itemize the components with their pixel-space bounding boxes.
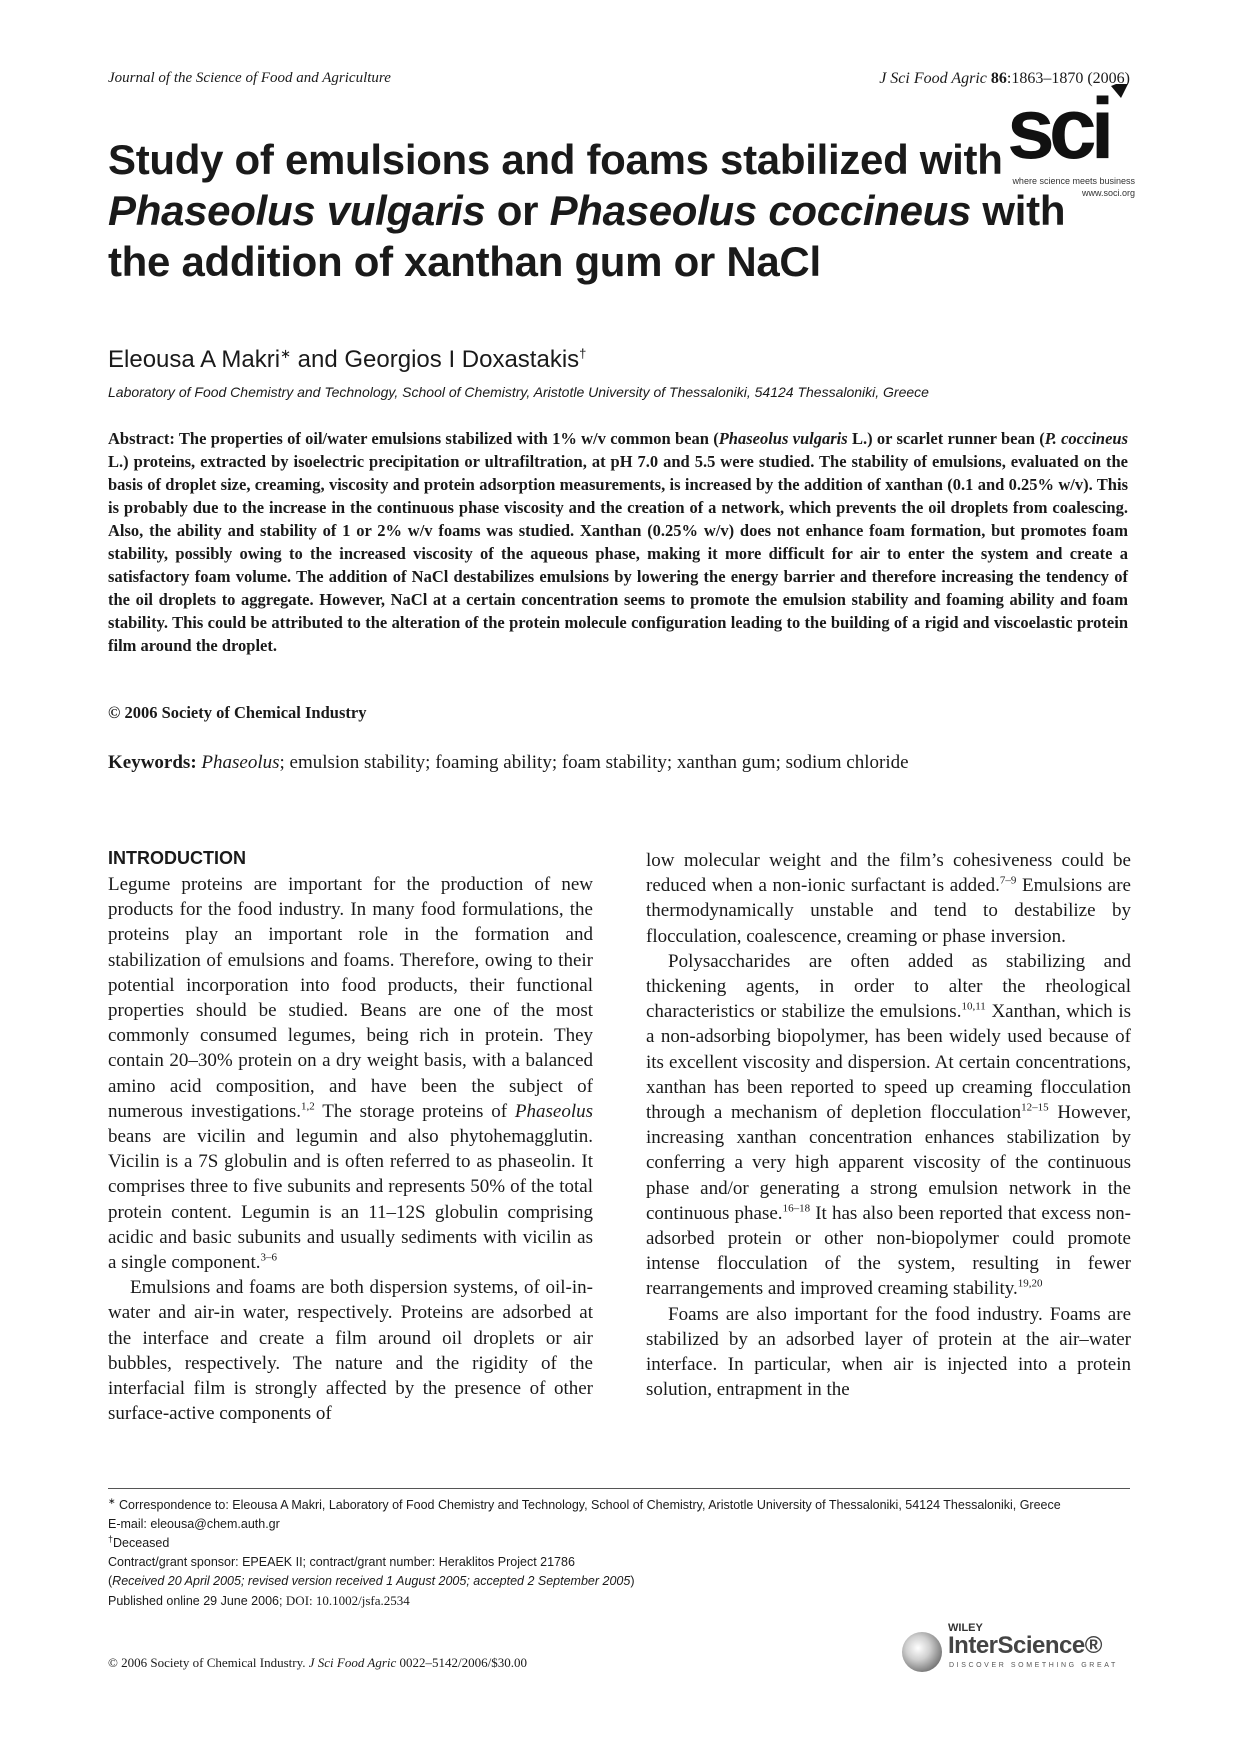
deceased-mark: † [579, 346, 587, 361]
reference-citation: 10,11 [961, 1000, 986, 1013]
abstract-species: Phaseolus vulgaris [718, 429, 848, 448]
keyword-genus: Phaseolus [201, 752, 280, 773]
author-name: Eleousa A Makri [108, 346, 281, 373]
paragraph-text: Legume proteins are important for the production of new products for the food industry. In many food formulations, the proteins play an important role in the formation and stabilization of emulsions and foams. Therefore, owing to their potential incorporation into food products, their functional properties should be studied. Beans are one of the most commonly consumed legumes, being rich in protein. They contain 20–30% protein on a dry weight basis, with a balanced amino acid composition, and have been the subject of numerous investigations. [108, 874, 593, 1122]
paragraph-text: Xanthan, which is a non-adsorbing biopolymer, has been widely used because of its excellent viscosity and dispersion. At certain concentrations, xanthan has been reported to speed up creaming flocculation through a mechanism of depletion flocculation [646, 1001, 1131, 1124]
body-paragraph [108, 872, 593, 1275]
deceased-mark: † [108, 1533, 114, 1544]
paragraph-text: beans are vicilin and legumin and also phytohemagglutin. Vicilin is a 7S globulin and is often referred to as phaseolin. It comprises three to five subunits and represents 50% of the total protein content. Legumin is an 11–12S globulin comprising acidic and basic subunits and usually sediments with vicilin as a single component. [108, 1126, 593, 1274]
footnotes [108, 1496, 1130, 1611]
author-conjunction: and [291, 346, 345, 373]
footnote-divider [108, 1488, 1130, 1489]
abstract-text: Abstract: The properties of oil/water emulsions stabilized with 1% w/v common bean ( [108, 429, 719, 448]
body-paragraph [646, 848, 1131, 949]
keywords [108, 752, 909, 774]
paragraph-text: Polysaccharides are often added as stabilizing and thickening agents, in order to alter the rheological characteristics or stabilize the emulsions. [646, 950, 1131, 1023]
author-affiliation: Laboratory of Food Chemistry and Technology, School of Chemistry, Aristotle University of Thessaloniki, 54124 Thessaloniki, Greece [108, 384, 929, 400]
journal-name: Journal of the Science of Food and Agriculture [108, 70, 391, 86]
author-list [108, 346, 586, 374]
paragraph-text: Emulsions are thermodynamically unstable and tend to destabilize by flocculation, coalescence, creaming or phase inversion. [646, 875, 1131, 947]
paragraph-text: The storage proteins of [314, 1100, 515, 1122]
citation-journal: J Sci Food Agric [879, 70, 987, 87]
abstract [108, 427, 1128, 657]
copyright-text: © 2006 Society of Chemical Industry. [108, 1655, 309, 1670]
wiley-wordmark: WILEY [948, 1622, 983, 1634]
footer-copyright [108, 1655, 527, 1671]
author-name: Georgios I Doxastakis [344, 346, 580, 373]
body-paragraph [646, 949, 1131, 1302]
reference-citation: 1,2 [301, 1100, 315, 1113]
body-paragraph: Emulsions and foams are both dispersion systems, of oil-in-water and air-in water, respectively. Proteins are adsorbed at the interface and create a film around oil droplets or air bubbles, respectively. The nature and the rigidity of the interfacial film is strongly affected by the presence of other surface-active components of [108, 1277, 593, 1425]
paren: ( [108, 1574, 113, 1588]
abstract-text: L.) or scarlet runner bean ( [847, 429, 1045, 448]
title-part1: Study of emulsions and foams stabilized with [108, 136, 1003, 183]
body-column-right [646, 848, 1131, 1402]
citation-volume: 86 [990, 70, 1007, 87]
email-note: E-mail: eleousa@chem.auth.gr [108, 1517, 280, 1531]
citation-pages: :1863–1870 (2006) [1006, 70, 1130, 87]
paragraph-text: It has also been reported that excess non-adsorbed protein or other non-biopolymer could promote intense flocculation of the system, resulting in fewer rearrangements and improved creaming stability. [646, 1202, 1131, 1300]
wiley-tagline: DISCOVER SOMETHING GREAT [949, 1662, 1118, 1669]
wiley-globe-icon [902, 1632, 942, 1672]
reference-citation: 7–9 [999, 874, 1017, 887]
reference-citation: 16–18 [782, 1202, 811, 1215]
correspondence-mark: ∗ [280, 346, 291, 361]
received-note [108, 1572, 1130, 1591]
sci-logo-url: www.soci.org [1081, 188, 1135, 198]
doi: DOI: 10.1002/jsfa.2534 [285, 1593, 410, 1608]
keywords-label: Keywords: [108, 752, 197, 773]
wiley-interscience-logo [902, 1620, 1132, 1680]
correspondence-mark: ∗ [108, 1495, 116, 1506]
title-species-2: Phaseolus coccineus [549, 187, 972, 234]
correspondence-note [108, 1496, 1130, 1515]
abstract-species: P. coccineus [1044, 429, 1129, 448]
grant-note: Contract/grant sponsor: EPEAEK II; contract/grant number: Heraklitos Project 21786 [108, 1555, 575, 1569]
section-heading: INTRODUCTION [108, 848, 246, 868]
reference-citation: 3–6 [260, 1251, 277, 1264]
abstract-copyright: © 2006 Society of Chemical Industry [108, 703, 367, 722]
sci-logo-tagline: where science meets business [1012, 176, 1135, 186]
paragraph-text: However, increasing xanthan concentration enhances stabilization by conferring a very high apparent viscosity of the continuous phase and/or generating a strong emulsion network in the continuous phase. [646, 1102, 1132, 1224]
published-note [108, 1591, 1130, 1611]
published-date: Published online 29 June 2006; [108, 1594, 286, 1608]
abstract-text: L.) proteins, extracted by isoelectric precipitation or ultrafiltration, at pH 7.0 and 5.5 were studied. The stability of emulsions, evaluated on the basis of droplet size, creaming, viscosity and protein adsorption measurements, is increased by the addition of xanthan (0.1 and 0.25% w/v). This is probably due to the increase in the continuous phase viscosity and the creation of a network, which prevents the oil droplets from coalescing. Also, the ability and stability of 1 or 2% w/v foams was studied. Xanthan (0.25% w/v) does not enhance foam formation, but promotes foam stability, possibly owing to the increased viscosity of the aqueous phase, making it more difficult for air to enter the system and create a satisfactory foam volume. The addition of NaCl destabilizes emulsions by lowering the energy barrier and therefore increasing the tendency of the oil droplets to aggregate. However, NaCl at a certain concentration seems to promote the emulsion stability and foaming ability and foam stability. This could be attributed to the alteration of the protein molecule configuration leading to the building of a rigid and viscoelastic protein film around the droplet. [108, 452, 1128, 655]
article-title [108, 134, 1118, 287]
title-part2: or [485, 187, 550, 234]
body-column-left [108, 846, 593, 1426]
copyright-journal: J Sci Food Agric [308, 1655, 397, 1670]
genus-name: Phaseolus [514, 1100, 593, 1122]
deceased-note [108, 1534, 1130, 1553]
interscience-wordmark: InterScience® [948, 1632, 1102, 1659]
title-species-1: Phaseolus vulgaris [108, 187, 486, 234]
paren: ) [630, 1574, 635, 1588]
deceased-text: Deceased [113, 1536, 170, 1550]
svg-text:sci: sci [1007, 84, 1109, 164]
received-dates: Received 20 April 2005; revised version received 1 August 2005; accepted 2 September 2005 [112, 1574, 631, 1588]
title-part3: with the addition of xanthan gum or NaCl [108, 187, 1066, 285]
reference-citation: 12–15 [1021, 1101, 1049, 1114]
paragraph-text: low molecular weight and the film’s cohesiveness could be reduced when a non-ionic surfactant is added. [646, 850, 1131, 897]
copyright-issn: 0022–5142/2006/$30.00 [396, 1655, 527, 1670]
keywords-list: ; emulsion stability; foaming ability; foam stability; xanthan gum; sodium chloride [279, 752, 909, 773]
reference-citation: 19,20 [1017, 1278, 1043, 1291]
body-paragraph: Foams are also important for the food industry. Foams are stabilized by an adsorbed layer of protein at the air–water interface. In particular, when air is injected into a protein solution, entrapment in the [646, 1303, 1131, 1401]
correspondence-text: Correspondence to: Eleousa A Makri, Laboratory of Food Chemistry and Technology, School of Chemistry, Aristotle University of Thessaloniki, 54124 Thessaloniki, Greece [115, 1498, 1061, 1512]
